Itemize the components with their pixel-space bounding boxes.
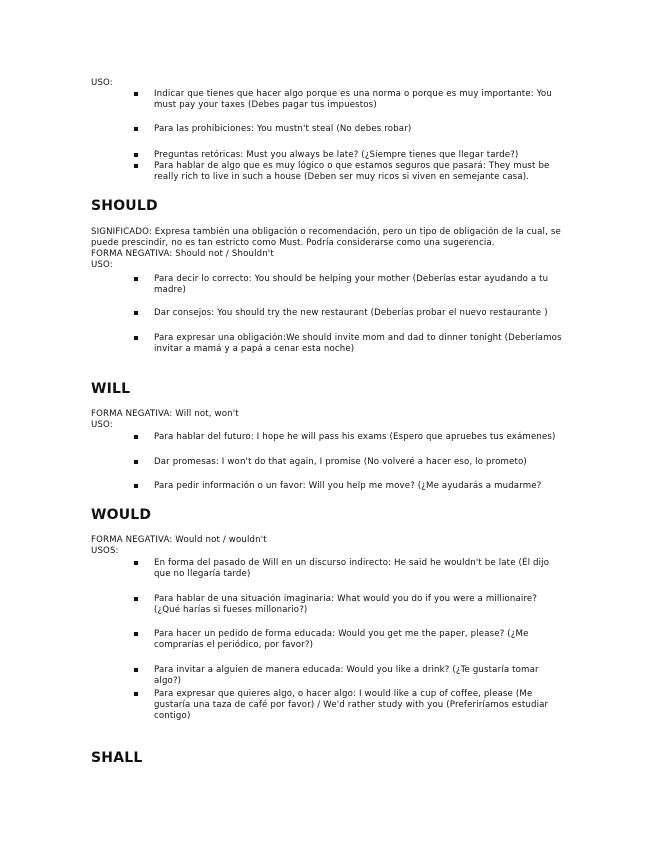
- would-heading: WOULD: [91, 507, 152, 523]
- should-item-text: Para expresar una obligación:We should invite mom and dad to dinner tonight (Deberíamos invitar a mamá y a papá a cenar esta noche): [154, 333, 562, 354]
- would-item-text: Para hablar de una situación imaginaria: What would you do if you were a millionaire? (¿Qué harías si fueses millonario?): [154, 594, 538, 615]
- will-heading: WILL: [91, 381, 131, 397]
- bullet-icon: [134, 336, 138, 340]
- will-uso-label: USO:: [91, 420, 113, 430]
- should-forma-negativa: FORMA NEGATIVA: Should not / Shouldn't: [91, 249, 274, 259]
- must-item-text: Indicar que tienes que hacer algo porque es una norma o porque es muy importante: You must pay your taxes (Debes pagar tus impuestos): [154, 89, 552, 110]
- bullet-icon: [134, 668, 138, 672]
- would-item-text: En forma del pasado de Will en un discurso indirecto: He said he wouldn't be late (Él dijo que no llegaría tarde): [154, 558, 550, 579]
- must-uso-label: USO:: [91, 78, 113, 88]
- will-item-text: Para pedir información o un favor: Will you help me move? (¿Me ayudarás a mudarme?: [154, 481, 542, 491]
- bullet-icon: [134, 153, 138, 157]
- should-significado: SIGNIFICADO: Expresa también una obligación o recomendación, pero un tipo de obligación de la cual, se puede prescindir, no es tan estricto como Must. Podría considerarse como una sugerencia.: [91, 227, 561, 248]
- bullet-icon: [134, 277, 138, 281]
- would-forma-negativa: FORMA NEGATIVA: Would not / wouldn't: [91, 535, 267, 545]
- bullet-icon: [134, 632, 138, 636]
- would-uso-label: USOS:: [91, 546, 119, 556]
- would-item-text: Para expresar que quieres algo, o hacer algo: I would like a cup of coffee, please (Me gustaría una taza de café por favor) / We'd rather study with you (Preferiríamos estudiar contigo): [154, 689, 549, 721]
- will-item-text: Dar promesas: I won't do that again, I promise (No volveré a hacer eso, lo prometo): [154, 457, 527, 467]
- bullet-icon: [134, 311, 138, 315]
- will-forma-negativa: FORMA NEGATIVA: Will not, won't: [91, 409, 239, 419]
- bullet-icon: [134, 692, 138, 696]
- must-item-text: Para hablar de algo que es muy lógico o que estamos seguros que pasará: They must be really rich to live in such a house (Deben ser muy ricos si viven en semejante casa).: [154, 161, 550, 182]
- would-item-text: Para invitar a alguien de manera educada: Would you like a drink? (¿Te gustaría tomar algo?): [154, 665, 539, 686]
- will-item-text: Para hablar del futuro: I hope he will pass his exams (Espero que apruebes tus exámenes): [154, 432, 556, 442]
- should-uso-label: USO:: [91, 260, 113, 270]
- bullet-icon: [134, 92, 138, 96]
- bullet-icon: [134, 597, 138, 601]
- must-item-text: Para las prohibiciones: You mustn't steal (No debes robar): [154, 124, 412, 134]
- bullet-icon: [134, 164, 138, 168]
- bullet-icon: [134, 484, 138, 488]
- should-item-text: Para decir lo correcto: You should be helping your mother (Deberías estar ayudando a tu madre): [154, 274, 549, 295]
- would-item-text: Para hacer un pedido de forma educada: Would you get me the paper, please? (¿Me comprarías el periódico, por favor?): [154, 629, 529, 650]
- should-item-text: Dar consejos: You should try the new restaurant (Deberías probar el nuevo restaurante ): [154, 308, 548, 318]
- bullet-icon: [134, 435, 138, 439]
- bullet-icon: [134, 561, 138, 565]
- must-item-text: Preguntas retóricas: Must you always be late? (¿Siempre tienes que llegar tarde?): [154, 150, 519, 160]
- bullet-icon: [134, 460, 138, 464]
- bullet-icon: [134, 127, 138, 131]
- shall-heading: SHALL: [91, 750, 143, 766]
- should-heading: SHOULD: [91, 198, 158, 214]
